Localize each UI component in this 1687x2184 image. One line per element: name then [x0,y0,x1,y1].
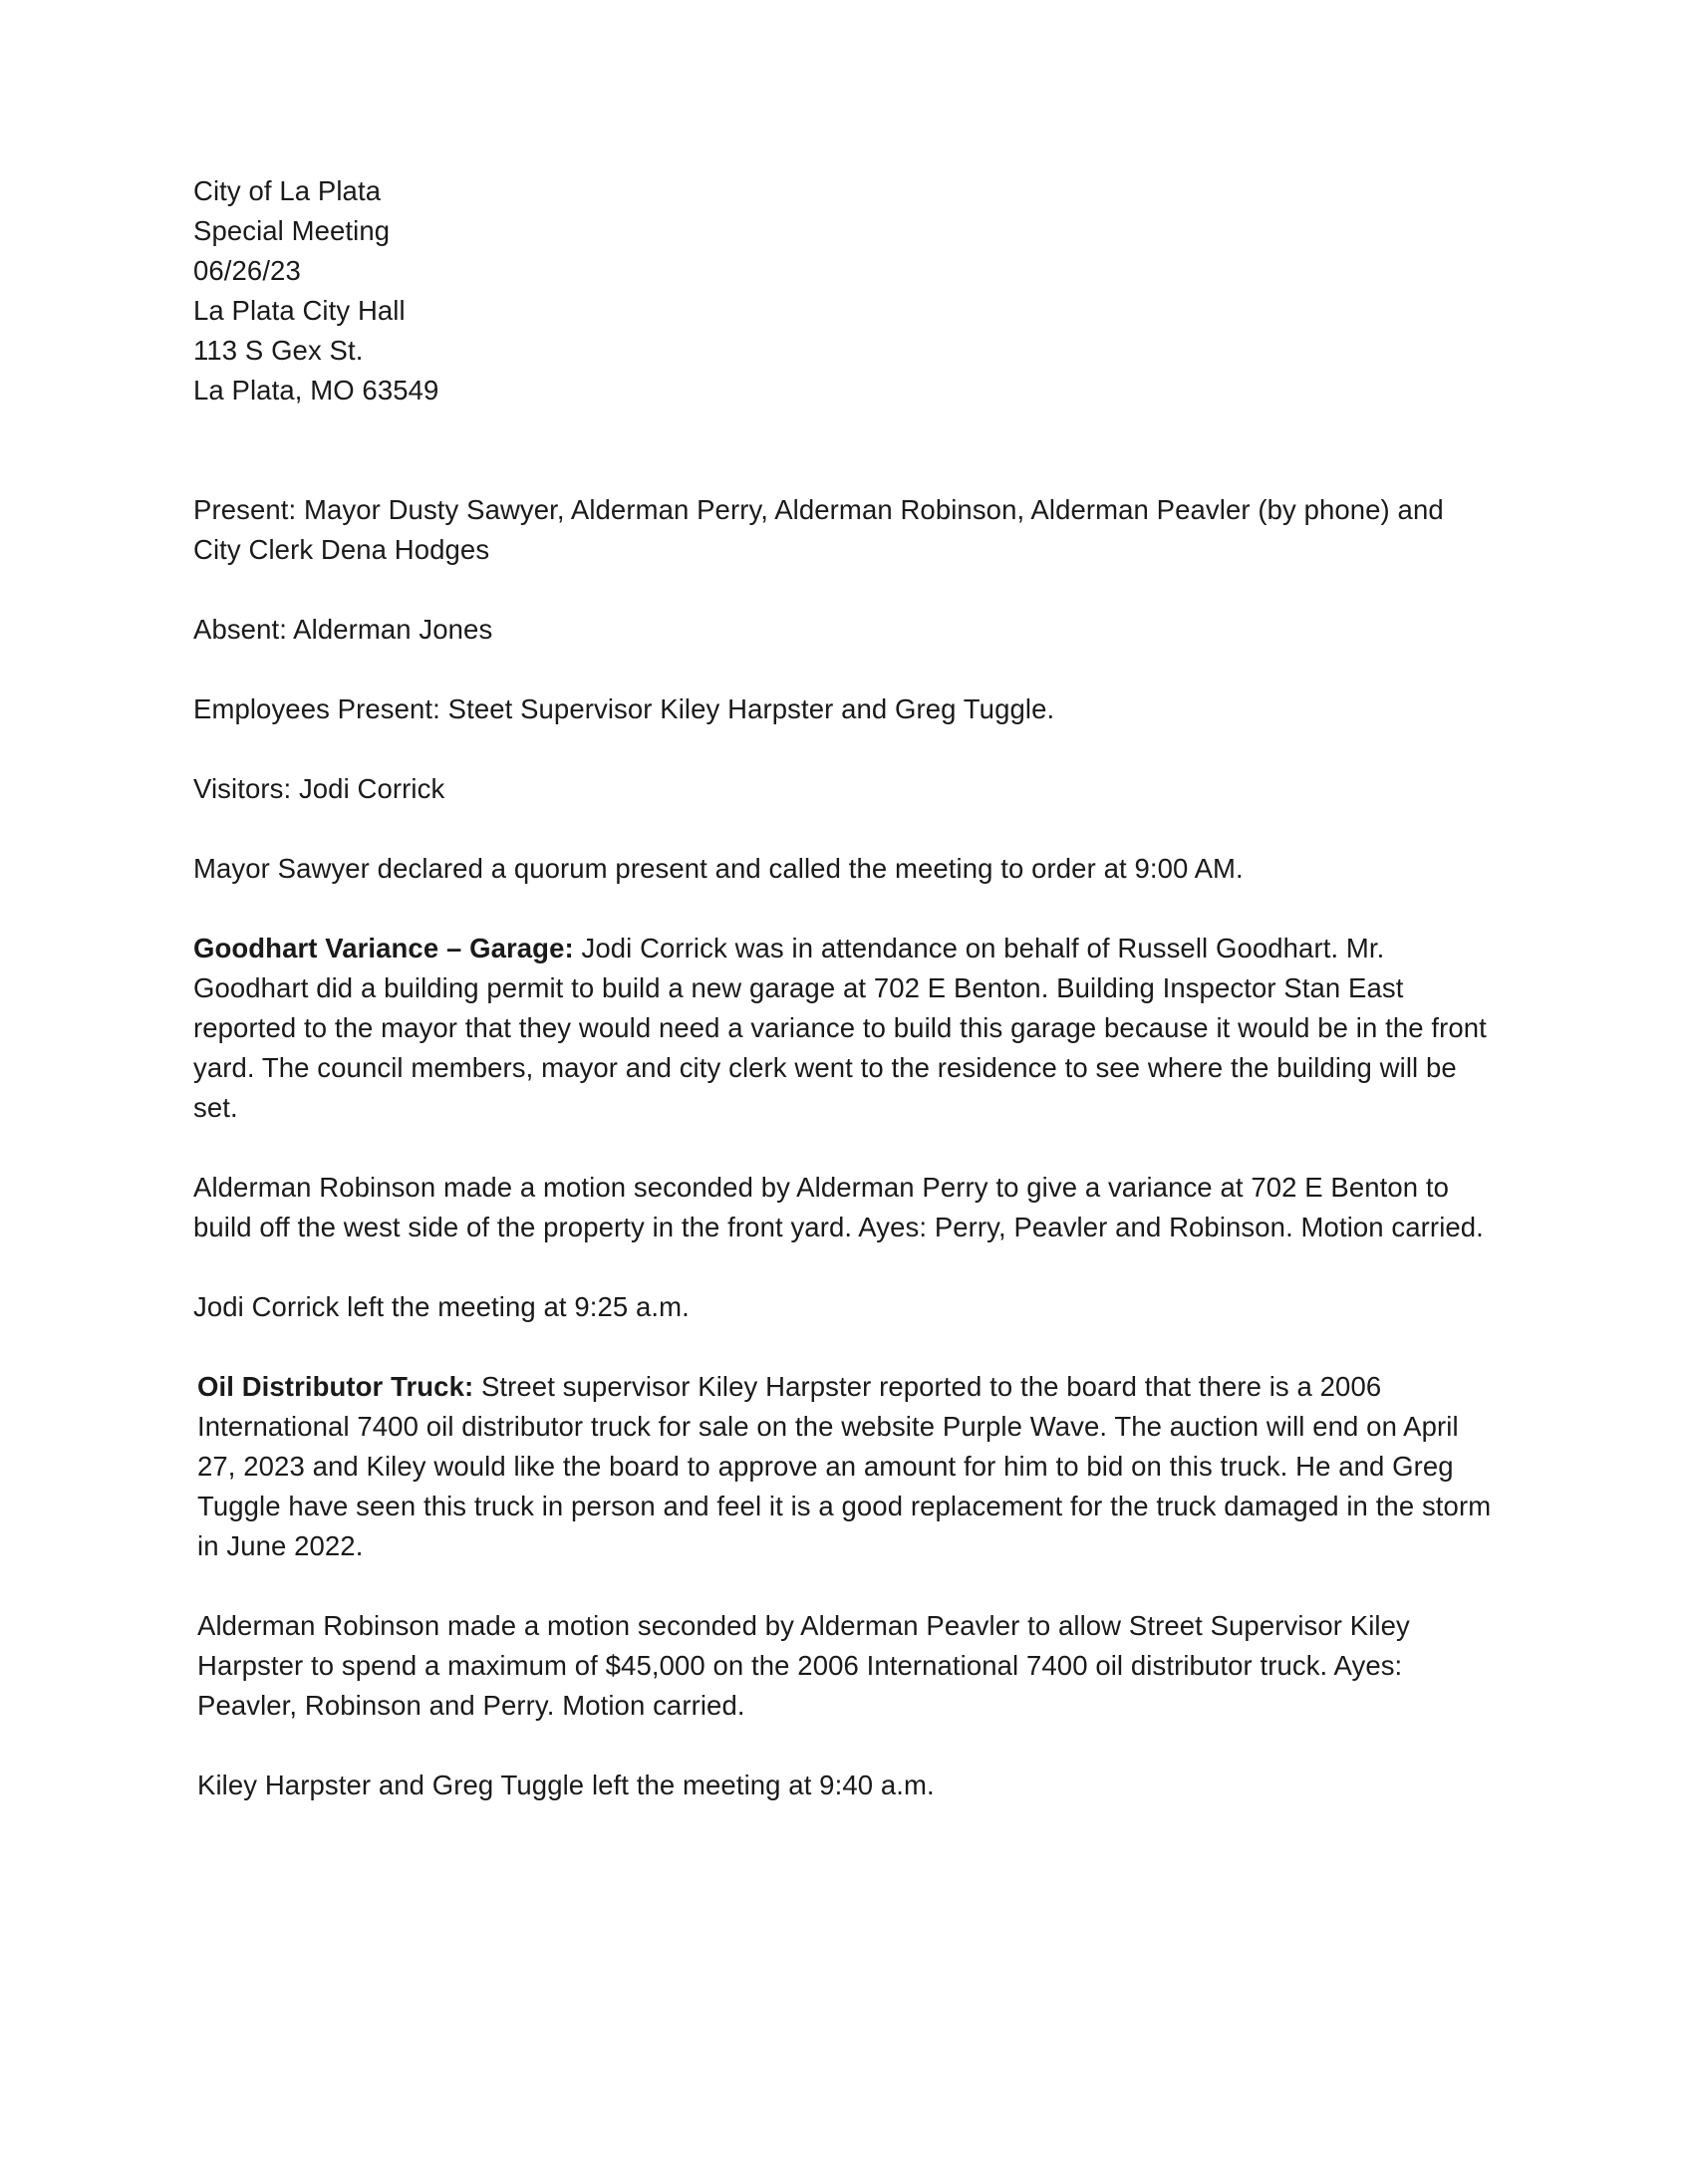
agenda-item-text: Street supervisor Kiley Harpster reported to the board that there is a 2006 International 7400 oil distributor truck for sale on the website Purple Wave. The auction will end on April 27, 2023 and Kiley would like the board to approve an amount for him to bid on this truck. He and Greg Tuggle have seen this truck in person and feel it is a good replacement for the truck damaged in the storm in June 2022. [197,1371,1492,1561]
agenda-item-heading: Oil Distributor Truck: [197,1371,474,1402]
city-name: City of La Plata [193,175,382,206]
meeting-header [193,171,1499,410]
meeting-date: 06/26/23 [193,255,301,286]
visitors-list: Visitors: Jodi Corrick [193,773,445,804]
departure-corrick: Jodi Corrick left the meeting at 9:25 a.m. [193,1291,690,1322]
agenda-item-goodhart [193,929,1499,1128]
present-list: Present: Mayor Dusty Sawyer, Alderman Perry, Alderman Robinson, Alderman Peavler (by phone) and City Clerk Dena Hodges [193,494,1444,565]
oil-truck-section [193,1367,1499,1805]
employees-present: Employees Present: Steet Supervisor Kiley Harpster and Greg Tuggle. [193,693,1055,724]
departure-harpster-tuggle: Kiley Harpster and Greg Tuggle left the meeting at 9:40 a.m. [197,1770,935,1800]
meeting-type: Special Meeting [193,215,391,246]
agenda-item-oil-truck [197,1367,1499,1566]
venue-city-state-zip: La Plata, MO 63549 [193,375,439,406]
agenda-item-heading: Goodhart Variance – Garage: [193,933,574,963]
motion-oil-truck: Alderman Robinson made a motion seconded by Alderman Peavler to allow Street Supervisor Kiley Harpster to spend a maximum of $45,000 on the 2006 International 7400 oil distributor truck. Ayes: Peavler, Robinson and Perry. Motion carried. [197,1610,1410,1721]
call-to-order: Mayor Sawyer declared a quorum present and called the meeting to order at 9:00 AM. [193,853,1244,884]
motion-goodhart: Alderman Robinson made a motion seconded by Alderman Perry to give a variance at 702 E Benton to build off the west side of the property in the front yard. Ayes: Perry, Peavler and Robinson. Motion carried. [193,1172,1484,1242]
agenda-item-text: Jodi Corrick was in attendance on behalf of Russell Goodhart. Mr. Goodhart did a building permit to build a new garage at 702 E Benton. Building Inspector Stan East reported to the mayor that they would need a variance to build this garage because it would be in the front yard. The council members, mayor and city clerk went to the residence to see where the building will be set. [193,933,1487,1123]
absent-list: Absent: Alderman Jones [193,614,493,645]
meeting-venue: La Plata City Hall [193,295,406,326]
venue-street: 113 S Gex St. [193,335,364,366]
minutes-body [193,171,1499,1805]
